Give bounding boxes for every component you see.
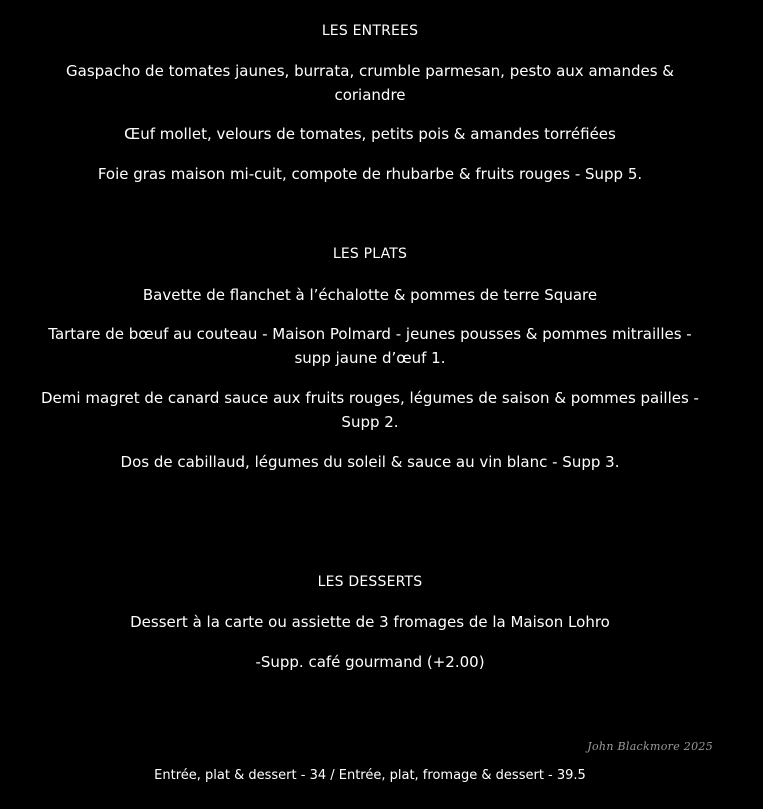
menu-item-gaspacho: Gaspacho de tomates jaunes, burrata, crumble parmesan, pesto aux amandes & coriandre — [66, 62, 674, 104]
menu-item-foie-gras: Foie gras maison mi-cuit, compote de rhubarbe & fruits rouges - Supp 5. — [97, 165, 643, 183]
price-footer: Entrée, plat & dessert - 34 / Entrée, plat, fromage & dessert - 39.5 — [154, 768, 586, 783]
menu-item-cafe-gourmand: -Supp. café gourmand (+2.00) — [255, 653, 485, 671]
menu-item-oeuf-mollet: Œuf mollet, velours de tomates, petits pois & amandes torréfiées — [124, 125, 616, 143]
menu-item-magret: Demi magret de canard sauce aux fruits rouges, légumes de saison & pommes pailles - Supp 2. — [41, 389, 699, 431]
section-title-desserts: LES DESSERTS — [317, 574, 423, 590]
signature: John Blackmore 2025 — [587, 740, 713, 753]
menu-item-bavette: Bavette de flanchet à l’échalotte & pommes de terre Square — [142, 286, 598, 304]
section-title-plats: LES PLATS — [332, 246, 408, 262]
section-title-entrees: LES ENTREES — [321, 23, 419, 39]
menu-item-dessert-fromages: Dessert à la carte ou assiette de 3 fromages de la Maison Lohro — [130, 613, 610, 631]
menu-item-cabillaud: Dos de cabillaud, légumes du soleil & sauce au vin blanc - Supp 3. — [120, 453, 620, 471]
menu-item-tartare: Tartare de bœuf au couteau - Maison Polmard - jeunes pousses & pommes mitrailles - supp jaune d’œuf 1. — [48, 325, 692, 367]
